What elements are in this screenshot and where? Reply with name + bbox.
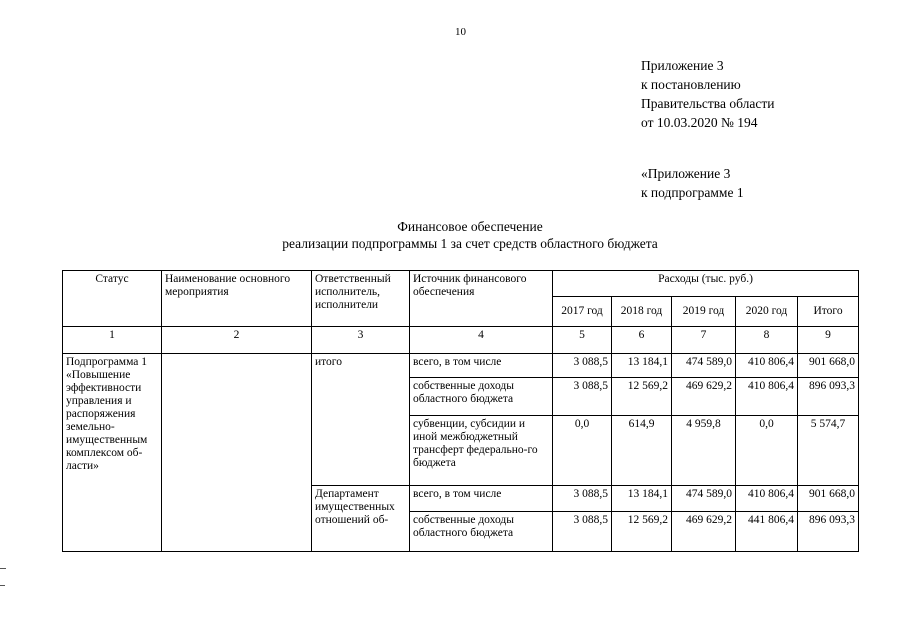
value-cell: 410 806,4	[736, 354, 798, 378]
appendix-subheader	[641, 164, 744, 202]
value-cell: 3 088,5	[553, 512, 612, 552]
margin-mark	[0, 585, 5, 586]
header-year: 2019 год	[672, 297, 736, 327]
financing-table	[62, 270, 859, 552]
header-source: Источник финансового обеспечения	[410, 271, 553, 327]
column-number: 2	[162, 327, 312, 354]
value-cell: 13 184,1	[612, 486, 672, 512]
value-cell: 896 093,3	[798, 378, 859, 416]
column-number: 4	[410, 327, 553, 354]
title-line: Финансовое обеспечение	[397, 219, 543, 234]
column-number: 3	[312, 327, 410, 354]
source-cell: собственные доходы областного бюджета	[410, 378, 553, 416]
executor-cell: Департамент имущественных отношений об-	[312, 486, 410, 552]
value-cell: 13 184,1	[612, 354, 672, 378]
event-cell	[162, 354, 312, 552]
value-cell: 614,9	[612, 416, 672, 486]
header-expenses: Расходы (тыс. руб.)	[553, 271, 859, 297]
source-cell: собственные доходы областного бюджета	[410, 512, 553, 552]
value-cell: 0,0	[553, 416, 612, 486]
value-cell: 12 569,2	[612, 378, 672, 416]
value-cell: 12 569,2	[612, 512, 672, 552]
value-cell: 3 088,5	[553, 354, 612, 378]
value-cell: 410 806,4	[736, 486, 798, 512]
value-cell: 901 668,0	[798, 354, 859, 378]
value-cell: 469 629,2	[672, 378, 736, 416]
value-cell: 3 088,5	[553, 486, 612, 512]
value-cell: 3 088,5	[553, 378, 612, 416]
value-cell: 901 668,0	[798, 486, 859, 512]
column-number: 9	[798, 327, 859, 354]
source-cell: субвенции, субсидии и иной межбюджетный трансферт федерально-го бюджета	[410, 416, 553, 486]
value-cell: 410 806,4	[736, 378, 798, 416]
appendix-header	[641, 56, 774, 132]
value-cell: 441 806,4	[736, 512, 798, 552]
header-total: Итого	[798, 297, 859, 327]
appendix-line: от 10.03.2020 № 194	[641, 115, 758, 130]
value-cell: 0,0	[736, 416, 798, 486]
page-number: 10	[455, 26, 466, 38]
value-cell: 896 093,3	[798, 512, 859, 552]
header-executor: Ответственный исполнитель, исполнители	[312, 271, 410, 327]
source-cell: всего, в том числе	[410, 486, 553, 512]
document-title	[160, 218, 780, 252]
appendix-line: к подпрограмме 1	[641, 185, 744, 200]
header-event: Наименование основного мероприятия	[162, 271, 312, 327]
header-year: 2018 год	[612, 297, 672, 327]
value-cell: 5 574,7	[798, 416, 859, 486]
column-number: 7	[672, 327, 736, 354]
title-line: реализации подпрограммы 1 за счет средств областного бюджета	[282, 236, 658, 251]
column-number: 5	[553, 327, 612, 354]
value-cell: 469 629,2	[672, 512, 736, 552]
source-cell: всего, в том числе	[410, 354, 553, 378]
header-status: Статус	[63, 271, 162, 327]
value-cell: 474 589,0	[672, 486, 736, 512]
column-number: 1	[63, 327, 162, 354]
status-cell: Подпрограмма 1 «Повышение эффективности управления и распоряжения земельно-имущественным комплексом об-ласти»	[63, 354, 162, 552]
value-cell: 474 589,0	[672, 354, 736, 378]
appendix-line: Правительства области	[641, 96, 775, 111]
appendix-line: Приложение 3	[641, 58, 724, 73]
executor-cell: итого	[312, 354, 410, 486]
appendix-line: к постановлению	[641, 77, 741, 92]
column-number: 8	[736, 327, 798, 354]
margin-mark	[0, 568, 6, 569]
column-number: 6	[612, 327, 672, 354]
appendix-line: «Приложение 3	[641, 166, 731, 181]
header-year: 2017 год	[553, 297, 612, 327]
value-cell: 4 959,8	[672, 416, 736, 486]
header-year: 2020 год	[736, 297, 798, 327]
